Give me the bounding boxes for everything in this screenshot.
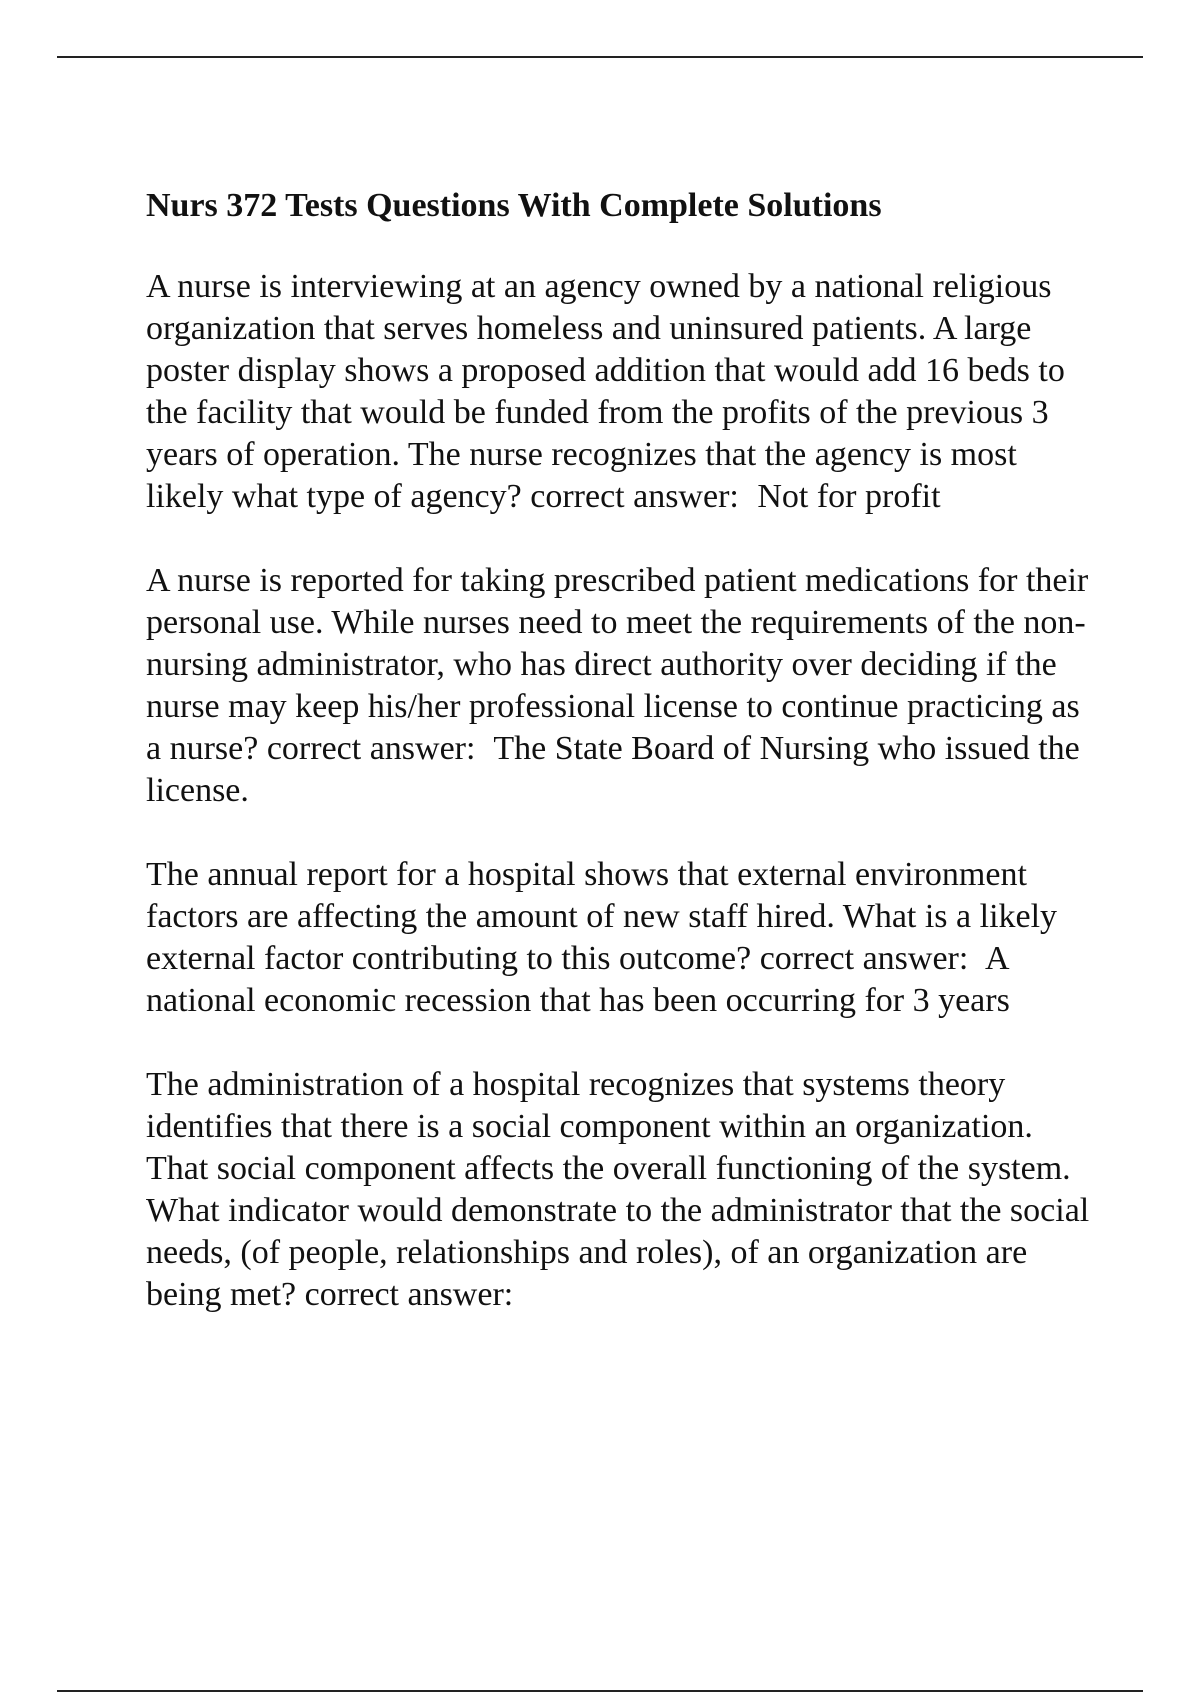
answer-label: correct answer: bbox=[530, 478, 739, 515]
answer-label: correct answer: bbox=[266, 730, 476, 767]
question-text: A nurse is reported for taking prescribed patient medications for their personal use. While nurses need to meet the requirements of the non-nursing administrator, who has direct authority over deciding if the nurse may keep his/her professional license to continue practicing as a nurse? bbox=[146, 562, 1089, 767]
answer-label: correct answer: bbox=[759, 940, 969, 977]
question-text: A nurse is interviewing at an agency owned by a national religious organization that serves homeless and uninsured patients. A large poster display shows a proposed addition that would add 16 beds to the facility that would be funded from the profits of the previous 3 years of operation. The nurse recognizes that the agency is most likely what type of agency? bbox=[146, 268, 1065, 515]
question-text: The administration of a hospital recognizes that systems theory identifies that there is a social component within an organization. That social component affects the overall functioning of the system. What indicator would demonstrate to the administrator that the social needs, (of people, relationships and roles), of an organization are being met? bbox=[146, 1066, 1090, 1313]
document-body bbox=[146, 186, 1096, 1358]
top-divider bbox=[57, 56, 1143, 58]
qa-item-4 bbox=[146, 1064, 1096, 1316]
answer-label: correct answer: bbox=[304, 1276, 514, 1313]
qa-item-1 bbox=[146, 266, 1096, 518]
document-title: Nurs 372 Tests Questions With Complete Solutions bbox=[146, 187, 882, 224]
answer-text: A national economic recession that has been occurring for 3 years bbox=[146, 940, 1010, 1019]
bottom-divider bbox=[57, 1690, 1143, 1692]
question-text: The annual report for a hospital shows that external environment factors are affecting the amount of new staff hired. What is a likely external factor contributing to this outcome? bbox=[146, 856, 1058, 977]
answer-text: The State Board of Nursing who issued the license. bbox=[146, 730, 1080, 809]
qa-item-2 bbox=[146, 560, 1096, 812]
answer-text: Not for profit bbox=[757, 478, 941, 515]
qa-item-3 bbox=[146, 854, 1096, 1022]
